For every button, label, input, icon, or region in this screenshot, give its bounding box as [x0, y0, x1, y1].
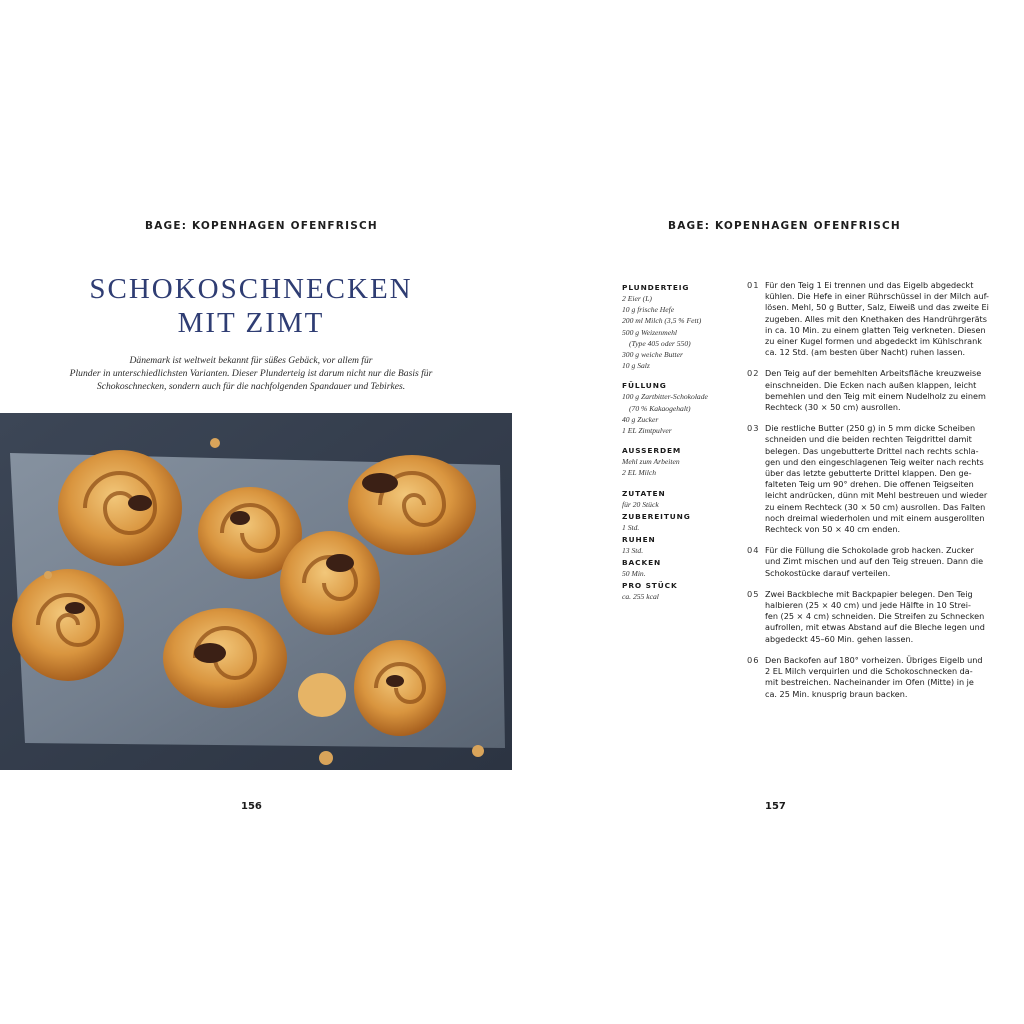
recipe-intro [40, 354, 462, 393]
step-text [765, 655, 1007, 700]
step-04 [747, 545, 1007, 579]
ingredient-group-plunderteig [622, 282, 742, 371]
intro-line-2: Plunder in unterschiedlichsten Varianten. Dieser Plunderteig ist darum nicht nur die Basis für [69, 368, 433, 379]
ingredient-item: 1 EL Zimtpulver [622, 426, 672, 436]
step-line: abgedeckt 45–60 Min. gehen lassen. [765, 633, 914, 644]
running-head-right: BAGE: KOPENHAGEN OFENFRISCH [668, 220, 901, 232]
step-text [765, 545, 1007, 579]
step-line: Den Backofen auf 180° vorheizen. Übriges Eigelb und [765, 654, 983, 665]
step-line: ca. 12 Std. (am besten über Nacht) ruhen lassen. [765, 347, 966, 358]
step-01 [747, 280, 1007, 358]
step-06 [747, 655, 1007, 700]
ingredient-item: 10 g frische Hefe [622, 305, 675, 315]
step-line: Den Teig auf der bemehlten Arbeitsfläche kreuzweise [765, 368, 982, 379]
recipe-title [0, 272, 502, 340]
ingredient-heading: FÜLLUNG [622, 381, 667, 391]
meta-value: 13 Std. [622, 546, 644, 556]
right-page [512, 0, 1024, 1024]
ingredient-item: 2 EL Milch [622, 468, 657, 478]
step-line: einschneiden. Die Ecken nach außen klappen, leicht [765, 379, 977, 390]
recipe-title-line-1: SCHOKOSCHNECKEN [89, 273, 413, 305]
meta-pro-stueck [622, 580, 742, 602]
ingredient-group-ausserdem [622, 445, 742, 478]
step-line: zu einem Rechteck (30 × 50 cm) ausrollen. Das Falten [765, 501, 986, 512]
step-number: 02 [747, 368, 760, 379]
step-05 [747, 589, 1007, 645]
meta-label: BACKEN [622, 558, 662, 568]
step-line: zu einer Kugel formen und abgedeckt im Kühlschrank [765, 336, 982, 347]
meta-backen [622, 557, 742, 579]
ingredient-item: 500 g Weizenmehl [622, 327, 677, 337]
step-03 [747, 423, 1007, 535]
step-text [765, 368, 1007, 413]
meta-value: ca. 255 kcal [622, 592, 659, 602]
ingredient-heading: AUSSERDEM [622, 446, 682, 456]
meta-value: 50 Min. [622, 569, 646, 579]
step-line: fen (25 × 4 cm) schneiden. Die Streifen zu Schnecken [765, 611, 985, 622]
step-line: leicht andrücken, dünn mit Mehl bestreuen und wieder [765, 490, 988, 501]
meta-label: PRO STÜCK [622, 581, 678, 591]
step-line: Für den Teig 1 Ei trennen und das Eigelb abgedeckt [765, 280, 974, 290]
step-line: falteten Teig um 90° drehen. Die offenen Teigseiten [765, 479, 974, 490]
step-line: über das letzte gebutterte Drittel klappen. Den ge- [765, 468, 972, 479]
steps-column [747, 280, 1007, 710]
ingredient-heading: PLUNDERTEIG [622, 283, 690, 292]
step-line: Schokostücke darauf verteilen. [765, 567, 891, 578]
ingredient-item: 100 g Zartbitter-Schokolade [622, 392, 708, 402]
step-number: 05 [747, 588, 760, 599]
step-number: 01 [747, 280, 760, 290]
step-line: ca. 25 Min. knusprig braun backen. [765, 688, 908, 699]
meta-label: RUHEN [622, 535, 656, 545]
step-text [765, 423, 1007, 535]
recipe-title-line-2: MIT ZIMT [177, 307, 325, 339]
ingredient-item: 200 ml Milch (3,5 % Fett) [622, 316, 702, 326]
meta-ruhen [622, 534, 742, 556]
step-line: in ca. 10 Min. zu einem glatten Teig verkneten. Diesen [765, 324, 986, 335]
step-line: lösen. Mehl, 50 g Butter, Salz, Eiweiß und das zweite Ei [765, 302, 989, 313]
step-line: bemehlen und den Teig mit einem Nudelholz zu einem [765, 390, 986, 401]
meta-label: ZUBEREITUNG [622, 511, 691, 521]
meta-zubereitung [622, 511, 742, 533]
step-line: 2 EL Milch verquirlen und die Schokoschnecken da- [765, 666, 973, 677]
intro-line-3: Schokoschnecken, sondern auch für die nachfolgenden Spandauer und Tebirkes. [96, 381, 406, 392]
step-number: 03 [747, 423, 760, 434]
ingredient-item: (Type 405 oder 550) [629, 338, 691, 348]
ingredient-item: 10 g Salz [622, 361, 650, 371]
page-number-right: 157 [765, 801, 786, 812]
intro-line-1: Dänemark ist weltweit bekannt für süßes Gebäck, vor allem für [129, 355, 373, 366]
step-text [765, 280, 1007, 358]
meta-value: 1 Std. [622, 522, 640, 532]
step-line: gen und den eingeschlagenen Teig weiter nach rechts [765, 456, 984, 467]
step-line: aufrollen, mit etwas Abstand auf die Bleche legen und [765, 622, 985, 633]
step-line: Rechteck von 50 × 40 cm enden. [765, 524, 901, 535]
step-line: Die restliche Butter (250 g) in 5 mm dicke Scheiben [765, 423, 976, 434]
step-line: noch dreimal wiederholen und mit einem ausgerollten [765, 512, 985, 523]
meta-zutaten [622, 488, 742, 510]
step-line: und Zimt mischen und auf den Teig streuen. Dann die [765, 556, 984, 567]
meta-value: für 20 Stück [622, 499, 659, 509]
step-line: zugeben. Alles mit den Knethaken des Handrührgeräts [765, 313, 987, 324]
step-line: kühlen. Die Hefe in einer Rührschüssel in der Milch auf- [765, 291, 989, 302]
step-line: Zwei Backbleche mit Backpapier belegen. Den Teig [765, 588, 973, 599]
ingredient-item: 2 Eier (L) [622, 294, 652, 303]
ingredient-item: 300 g weiche Butter [622, 350, 683, 360]
step-line: Für die Füllung die Schokolade grob hacken. Zucker [765, 545, 974, 556]
meta-label: ZUTATEN [622, 488, 666, 498]
page-number-left: 156 [241, 801, 262, 812]
ingredients-column [622, 282, 742, 604]
ingredient-item: Mehl zum Arbeiten [622, 457, 680, 467]
step-number: 06 [747, 654, 760, 665]
step-line: Rechteck (30 × 50 cm) ausrollen. [765, 402, 901, 413]
step-text [765, 589, 1007, 645]
step-02 [747, 368, 1007, 413]
pastry-photo [0, 413, 512, 770]
ingredient-item: (70 % Kakaogehalt) [629, 403, 691, 413]
step-line: belegen. Das ungebutterte Drittel nach rechts schla- [765, 445, 979, 456]
running-head-left: BAGE: KOPENHAGEN OFENFRISCH [145, 220, 378, 232]
ingredient-group-fuellung [622, 380, 742, 436]
step-line: mit bestreichen. Nacheinander im Ofen (Mitte) in je [765, 677, 974, 688]
step-number: 04 [747, 545, 760, 556]
step-line: schneiden und die beiden rechten Teigdrittel damit [765, 434, 972, 445]
ingredient-item: 40 g Zucker [622, 414, 659, 424]
step-line: halbieren (25 × 40 cm) und jede Hälfte in 10 Strei- [765, 600, 971, 611]
